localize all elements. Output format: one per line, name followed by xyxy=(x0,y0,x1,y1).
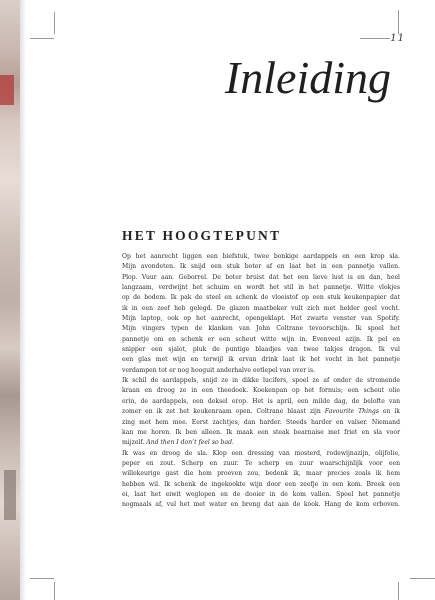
body-text-line xyxy=(122,335,400,345)
text-run: langzaam, verdwijnt het schuim en wordt het stil in het pannetje. Witte vlokjes xyxy=(122,284,400,292)
text-run: een glas met wijn en terwijl ik ervan drink laat ik het vocht in het pannetje xyxy=(122,356,400,364)
photo-detail xyxy=(0,75,14,105)
text-run: verdampen tot er nog hooguit anderhalve eetlepel van over is. xyxy=(122,366,316,374)
text-run: peper en zout. Scherp en zuur. Te scherp en zuur waarschijnlijk voor een xyxy=(122,459,400,467)
body-text-line xyxy=(122,324,400,334)
body-text-line xyxy=(122,273,400,283)
text-run: nogmaals af, vul het met water en breng dat aan de kook. Hang de kom erboven. xyxy=(122,501,400,509)
text-run: ik in een zeef heb gelegd. De glazen maatbeker vult zich met helder geel vocht. xyxy=(122,304,400,312)
body-text-line xyxy=(122,480,400,490)
text-run: mijzelf. xyxy=(122,439,147,447)
body-text-line xyxy=(122,407,400,417)
body-text-line xyxy=(122,449,400,459)
text-run: snipper een sjalot, pluk de puntige blaadjes van twee takjes dragon. Ik vul xyxy=(122,346,400,354)
body-text-line xyxy=(122,418,400,428)
body-text-line xyxy=(122,314,400,324)
text-run: Mijn vingers typen de klanken van John Coltrane tevoorschijn. Ik spoel het xyxy=(122,325,400,333)
body-text-line xyxy=(122,469,400,479)
text-run: kraan en droog ze in een theedoek. Koekenpan op het fornuis; een scheut olie xyxy=(122,387,400,395)
body-text-line xyxy=(122,283,400,293)
section-heading: HET HOOGTEPUNT xyxy=(122,228,282,243)
photo-detail xyxy=(4,470,16,520)
body-text-line xyxy=(122,500,400,510)
text-run: hebben wil. Ik schenk de ingekookte wijn door een zeefje in een kom. Breek een xyxy=(122,480,400,488)
text-run: zomer en ik zet het keukenraam open. Coltrane blaast zijn xyxy=(122,408,325,416)
body-text-line xyxy=(122,366,400,376)
crop-mark xyxy=(54,582,55,600)
crop-mark xyxy=(360,38,390,39)
body-text-line xyxy=(122,355,400,365)
crop-mark xyxy=(398,10,399,34)
body-text-line xyxy=(122,304,400,314)
body-text-line xyxy=(122,428,400,438)
text-run: op de bodem. Ik pak de steel en schenk de vloeistof op een stuk keukenpapier dat xyxy=(122,294,400,302)
text-run: Mijn avondeten. Ik snijd een stuk boter af en laat het in een pannetje vallen. xyxy=(122,263,400,271)
body-text-line xyxy=(122,293,400,303)
text-run: ei, laat het eiwit weglopen en de dooier in de kom vallen. Spoel het pannetje xyxy=(122,490,400,498)
text-run: Op het aanrecht liggen een biefstuk, twee bonkige aardappels en een krop sla. xyxy=(122,253,400,260)
text-run: Ik schil de aardappels, snijd ze in dikke lucifers, spoel ze af onder de stromende xyxy=(122,377,400,385)
text-run: Ik was en droog de sla. Klop een dressing van mosterd, rodewijnazijn, olijfolie, xyxy=(122,449,400,457)
page-gutter-shadow xyxy=(20,0,26,600)
text-run: Plop. Vuur aan. Geborrel. De boter bruist dat het een lieve lust is en dan, heel xyxy=(122,273,400,281)
text-run: erin, de aardappels, een deksel erop. Het is april, een milde dag, de belofte van xyxy=(122,397,400,405)
body-text-line xyxy=(122,397,400,407)
text-run: zing met hem mee. Eerst zachtjes, dan harder. Steeds harder en valser. Niemand xyxy=(122,418,400,426)
page-number: 11 xyxy=(390,33,405,44)
body-text xyxy=(122,252,400,511)
crop-mark xyxy=(30,578,54,579)
body-text-line xyxy=(122,386,400,396)
body-text-line xyxy=(122,262,400,272)
body-text-line xyxy=(122,376,400,386)
text-run: pannetje om en schenk er een scheut witte wijn in. Evenveel azijn. Ik pel en xyxy=(122,335,400,343)
crop-mark xyxy=(410,578,435,579)
chapter-title: Inleiding xyxy=(224,52,391,103)
text-run: kan me horen. Ik ben alleen. Ik maak een steak bearnaise met friet en sla voor xyxy=(122,428,400,436)
text-run: Mijn laptop, ook op het aanrecht, opengeklapt. Het zwarte venster van Spotify. xyxy=(122,315,400,323)
body-text-line xyxy=(122,438,400,448)
crop-mark xyxy=(54,12,55,34)
body-text-line xyxy=(122,252,400,262)
crop-mark xyxy=(30,38,54,39)
previous-page-photo-edge xyxy=(0,0,20,600)
body-text-line xyxy=(122,459,400,469)
body-text-line xyxy=(122,490,400,500)
text-run: willekeurige gast die hem proeven zou, bedenk ik, maar precies zoals ik hem xyxy=(122,470,400,478)
text-run: en ik xyxy=(378,408,400,416)
italic-text: And then I don’t feel so bad. xyxy=(146,439,234,447)
crop-mark xyxy=(398,582,399,600)
body-text-line xyxy=(122,345,400,355)
italic-text: Favourite Things xyxy=(324,408,379,416)
